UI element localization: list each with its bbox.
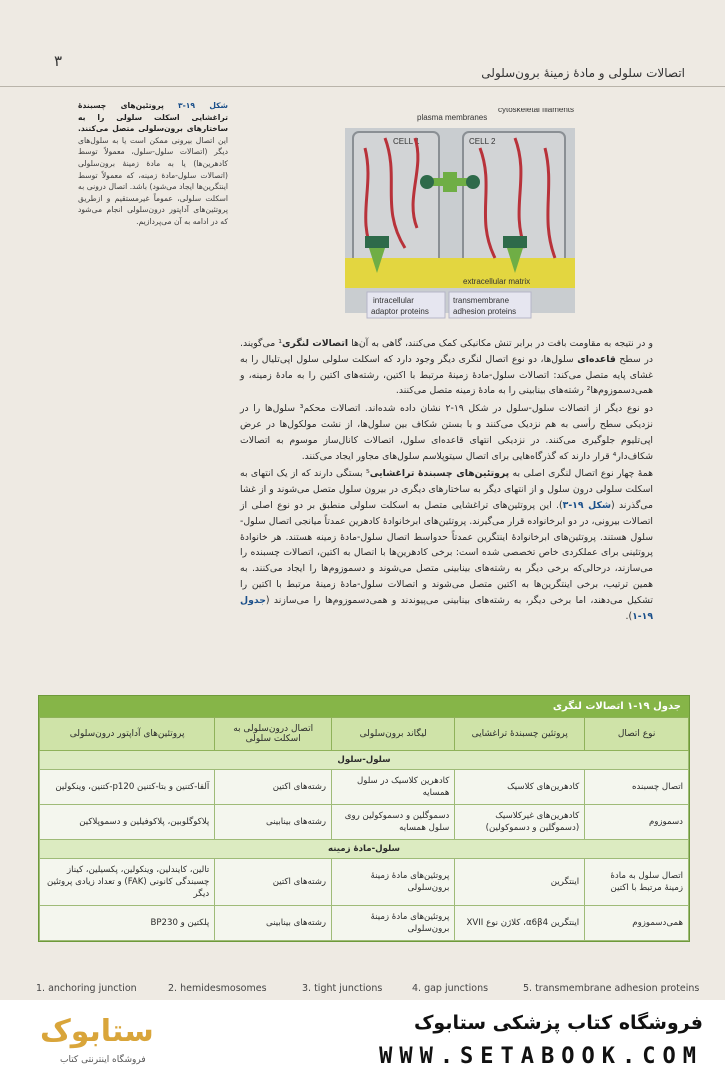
table-cell: اتصال سلول به مادۀ زمینۀ مرتبط با اکتین (585, 859, 689, 906)
table-cell: پروتئین‌های مادۀ زمینۀ برون‌سلولی (332, 859, 455, 906)
label-plasma-membranes: plasma membranes (417, 113, 488, 122)
figure-reference[interactable]: شکل ۱۹-۳ (562, 499, 612, 511)
table-cell: دسموزوم (585, 805, 689, 840)
store-banner (0, 1000, 725, 1080)
footnote: 3. tight junctions (302, 983, 383, 994)
adaptor-protein (503, 236, 527, 248)
page-number: ۳ (54, 52, 63, 70)
label-extracellular-matrix: extracellular matrix (463, 277, 531, 286)
table-cell: رشته‌های بینابینی (215, 805, 332, 840)
label-adaptor-proteins: adaptor proteins (371, 307, 429, 316)
caption-bold: پروتئین‌های چسبندۀ تراغشایی اسکلت سلولی را به ساختارهای برون‌سلولی متصل می‌کنند. (78, 101, 228, 134)
table-cell: همی‌دسموزوم (585, 906, 689, 941)
store-logo: ستابوک (40, 1014, 154, 1049)
cell-1-label: CELL 1 (393, 137, 420, 146)
label-adhesion-proteins: adhesion proteins (453, 307, 517, 316)
section-label: سلول-مادۀ زمینه (40, 840, 689, 859)
cell-2-label: CELL 2 (469, 137, 496, 146)
table-row (40, 805, 689, 840)
text-run: ¹ می‌گویند. در سطح (240, 338, 653, 365)
table-cell: آلفا-کتنین و بتا-کتنین p120-کتنین، وینکولین (40, 770, 215, 805)
anchoring-junctions-table (38, 695, 690, 942)
adaptor-protein (420, 175, 434, 189)
table-cell: رشته‌های بینابینی (215, 906, 332, 941)
footnote: 5. transmembrane adhesion proteins (523, 983, 700, 994)
text-run: سلول‌ها، دو نوع اتصال لنگری دیگر وجود دارد که اسکلت سلولی سلول اپی‌تلیال را به غشای پایه متصل می‌کند: اتصالات سلول-مادۀ زمینۀ مرتبط با اکتین، رشته‌های اکتین را به مادۀ زمینه، و همی‌دسموزوم‌ها² رشته‌های بینابینی را به مادۀ زمینه متصل می‌کنند. (240, 353, 653, 397)
footnote: 2. hemidesmosomes (168, 983, 267, 994)
running-header: اتصالات سلولی و مادۀ زمینۀ برون‌سلولی (481, 66, 685, 80)
figure-caption (78, 100, 228, 228)
footnotes (0, 976, 725, 1000)
paragraph-1 (240, 336, 653, 399)
table-title: جدول ۱۹-۱ اتصالات لنگری (552, 701, 681, 712)
table-cell: رشته‌های اکتین (215, 770, 332, 805)
table-reference[interactable]: جدول ۱۹-۱ (240, 594, 653, 622)
adaptor-protein (466, 175, 480, 189)
adaptor-protein (365, 236, 389, 248)
table-row (40, 859, 689, 906)
label-transmembrane: transmembrane (453, 296, 510, 305)
table-cell: پلاکوگلوبین، پلاکوفیلین و دسموپلاکین (40, 805, 215, 840)
table-cell: اتصال چسبنده (585, 770, 689, 805)
text-run: ). این پروتئین‌های تراغشایی متصل به اسکلت سلولی منطبق بر دو نوع اصلی از اتصالات بیرونی، در دو ابرخانواده قرار می‌گیرند. پروتئین‌های ابرخانوادۀ کادهرین عمدتاً میانجی اتصال سلول-سلول هستند. پروتئین‌های ابرخانوادۀ اینتگرین عمدتاً حدواسط اتصال سلول-مادۀ زمینه هستند. هر خانوادۀ پروتئینی برای عملکردی خاص تخصصی شده است: برخی کادهرین‌ها با اتصال به اکتین، اتصالات چسبنده را می‌سازند، درحالی‌که برخی دیگر به رشته‌های بینابینی متصل می‌شوند و دسموزوم‌ها را ایجاد می‌کنند. به همین ترتیب، برخی اینتگرین‌ها به اکتین متصل می‌شوند و اتصالات سلول-مادۀ زمینۀ مرتبط با اکتین را تشکیل می‌دهند، اما برخی دیگر، به رشته‌های بینابینی می‌پیوندند و همی‌دسموزوم‌ها را می‌سازند ( (240, 499, 653, 606)
term-basal: قاعده‌ای (577, 353, 616, 365)
table-cell: اینتگرین α6β4، کلاژن نوع XVII (455, 906, 585, 941)
label-intracellular: intracellular (373, 296, 414, 305)
anchoring-junction-figure (345, 108, 575, 323)
table-cell: رشته‌های اکتین (215, 859, 332, 906)
caption-label: شکل ۱۹-۳ (177, 101, 228, 110)
text-run: و در نتیجه به مقاومت بافت در برابر تنش مکانیکی کمک می‌کنند، گاهی به آن‌ها (348, 338, 654, 349)
caption-text: این اتصال بیرونی ممکن است یا به سلول‌های دیگر (اتصالات سلول-سلول، معمولاً توسط کادهرین‌ها) یا به مادۀ زمینۀ برون‌سلولی (اتصالات سلول-مادۀ زمینه، که معمولاً توسط اینتگرین‌ها ایجاد می‌شود) باشد. اتصال درونی به اسکلت سلولی، عموماً غیرمستقیم و ازطریق پروتئین‌های آداپتور درون‌سلولی انجام می‌شود که در ادامه به آن می‌پردازیم. (78, 135, 228, 226)
text-run: همۀ چهار نوع اتصال لنگری اصلی به (509, 468, 653, 480)
store-logo-subtitle: فروشگاه اینترنتی کتاب (60, 1055, 146, 1065)
store-name: فروشگاه کتاب پزشکی ستابوک (413, 1012, 703, 1034)
section-label: سلول-سلول (40, 751, 689, 770)
header-cell: پروتئین چسبندۀ تراغشایی (455, 718, 585, 751)
paragraph-2: دو نوع دیگر از اتصالات سلول-سلول در شکل ۱۹-۲ نشان داده شده‌اند. اتصالات محکم³ سلول‌ها را در نزدیکی سطح رأسی به هم نزدیک می‌کنند و با بستن شکاف بین سلول‌ها، از نشت مولکول‌ها در عرض اپی‌تلیوم جلوگیری می‌کنند. در نزدیکی انتهای قاعده‌ای سلول، اتصالات کانال‌ساز موسوم به اتصالات شکاف‌دار⁴ قرار دارند که گذرگاه‌هایی برای اتصال سیتوپلاسم سلول‌های مجاور ایجاد می‌کنند. (240, 403, 653, 462)
cell-cell-adhesion-protein (443, 172, 457, 192)
table-cell: کادهرین‌های غیرکلاسیک (دسموگلین و دسموکولین) (455, 805, 585, 840)
header-cell: لیگاند برون‌سلولی (332, 718, 455, 751)
header-cell: اتصال درون‌سلولی به اسکلت سلولی (215, 718, 332, 751)
section-row (40, 840, 689, 859)
footnote: 4. gap junctions (412, 983, 489, 994)
footnote: 1. anchoring junction (36, 983, 137, 994)
store-url[interactable]: WWW.SETABOOK.COM (379, 1044, 703, 1069)
section-row (40, 751, 689, 770)
table-cell: دسموگلین و دسموکولین روی سلول همسایه (332, 805, 455, 840)
table-row (40, 906, 689, 941)
table-cell: پلکتین و BP230 (40, 906, 215, 941)
table-row (40, 770, 689, 805)
paragraph-3 (240, 466, 653, 624)
text-run: ). (625, 610, 633, 622)
table-cell: کادهرین کلاسیک در سلول همسایه (332, 770, 455, 805)
header-cell: پروتئین‌های آداپتور درون‌سلولی (40, 718, 215, 751)
body-text (240, 336, 653, 626)
table-grid (39, 717, 689, 941)
term-anchoring-junctions: اتصالات لنگری (282, 338, 349, 349)
table-cell: تالین، کایندلین، وینکولین، پکسیلین، کیناز چسبندگی کانونی (FAK) و تعداد زیادی پروتئین دیگر (40, 859, 215, 906)
header-rule (0, 86, 725, 87)
header-cell: نوع اتصال (585, 718, 689, 751)
text-run: ⁵ بستگی دارند که از یک انتهای به اسکلت سلولی درون سلول و از انتهای دیگر به ساختارهای دیگری در بیرون سلول متصل می‌شوند و از غشا می‌گذرند ( (240, 468, 653, 511)
label-cytoskeletal-1: cytoskeletal filaments (498, 108, 575, 114)
table-header-row (40, 718, 689, 751)
table-cell: کادهرین‌های کلاسیک (455, 770, 585, 805)
table-cell: پروتئین‌های مادۀ زمینۀ برون‌سلولی (332, 906, 455, 941)
term-transmembrane-adhesion: پروتئین‌های چسبندۀ تراغشایی (369, 468, 510, 480)
table-cell: اینتگرین (455, 859, 585, 906)
